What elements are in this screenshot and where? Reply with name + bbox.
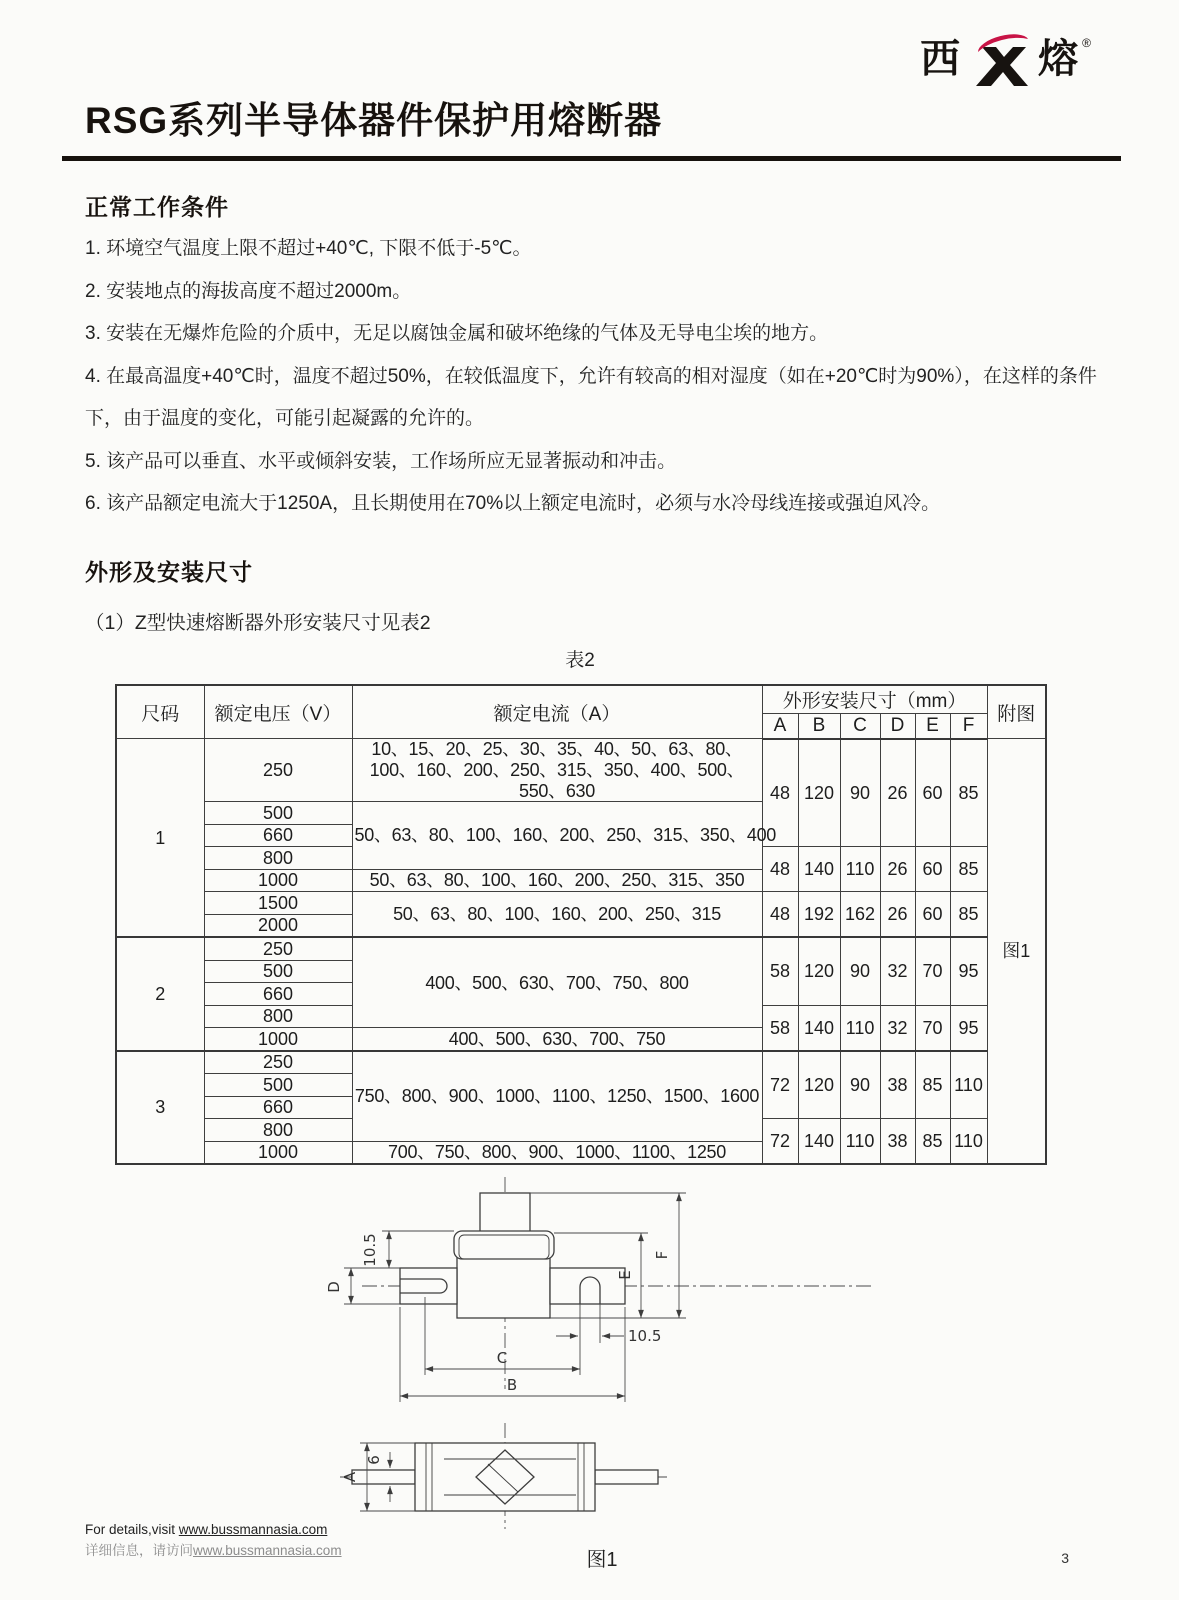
size-cell: 3 [116, 1051, 204, 1165]
voltage-cell: 500 [204, 1074, 352, 1097]
voltage-cell: 1000 [204, 1028, 352, 1051]
dim-cell: 90 [840, 937, 880, 1005]
dim-label-blade: 6 [365, 1455, 383, 1466]
dim-cell: 60 [915, 847, 950, 892]
voltage-cell: 800 [204, 1005, 352, 1028]
col-header-dims: 外形安装尺寸（mm） [762, 685, 987, 714]
dim-cell: 85 [950, 739, 987, 847]
dim-cell: 72 [762, 1051, 798, 1119]
dim-cell: 85 [950, 892, 987, 938]
footer-text-en: For details,visit [85, 1521, 179, 1537]
col-header-voltage: 额定电压（V） [204, 685, 352, 739]
footer-text-cn: 详细信息，请访问 [85, 1543, 193, 1559]
dim-letter: A [762, 713, 798, 739]
dim-cell: 38 [880, 1051, 915, 1119]
page-number: 3 [1061, 1550, 1069, 1566]
dim-cell: 140 [798, 1005, 840, 1051]
dim-cell: 95 [950, 1005, 987, 1051]
dim-cell: 85 [950, 847, 987, 892]
dim-cell: 162 [840, 892, 880, 938]
voltage-cell: 1000 [204, 1141, 352, 1164]
dim-letter: B [798, 713, 840, 739]
dim-cell: 26 [880, 847, 915, 892]
voltage-cell: 800 [204, 847, 352, 870]
table-row [116, 892, 1046, 915]
col-header-figure: 附图 [987, 685, 1046, 739]
page-content [0, 189, 1179, 1572]
dim-cell: 60 [915, 739, 950, 847]
table-reference-note: （1）Z型快速熔断器外形安装尺寸见表2 [85, 611, 431, 634]
dim-cell: 38 [880, 1119, 915, 1165]
page-footer [85, 1519, 342, 1562]
dim-cell: 26 [880, 892, 915, 938]
dim-cell: 48 [762, 739, 798, 847]
voltage-cell: 800 [204, 1119, 352, 1142]
dim-cell: 95 [950, 937, 987, 1005]
figure-ref-cell: 图1 [987, 739, 1046, 1165]
dim-cell: 32 [880, 1005, 915, 1051]
table-row [116, 739, 1046, 802]
dim-cell: 120 [798, 739, 840, 847]
current-cell: 50、63、80、100、160、200、250、315、350、400 [352, 802, 762, 870]
dim-cell: 110 [840, 847, 880, 892]
dim-label-d: D [325, 1281, 343, 1294]
dim-label-a: A [341, 1472, 359, 1483]
dim-cell: 110 [840, 1005, 880, 1051]
col-header-current: 额定电流（A） [352, 685, 762, 739]
table-row [116, 1051, 1046, 1074]
registered-mark: ® [1082, 36, 1091, 50]
voltage-cell: 660 [204, 1096, 352, 1119]
voltage-cell: 250 [204, 937, 352, 960]
dim-cell: 110 [950, 1119, 987, 1165]
dim-cell: 32 [880, 937, 915, 1005]
dim-cell: 48 [762, 847, 798, 892]
figure-1 [85, 1171, 1119, 1572]
dim-label-c: C [496, 1349, 508, 1368]
dim-cell: 58 [762, 1005, 798, 1051]
dim-cell: 26 [880, 739, 915, 847]
dim-cell: 85 [915, 1051, 950, 1119]
dim-label-f: F [653, 1251, 671, 1260]
dimensions-table [115, 684, 1047, 1166]
table-caption: 表2 [565, 649, 595, 671]
dim-cell: 192 [798, 892, 840, 938]
dim-cell: 90 [840, 1051, 880, 1119]
current-cell: 50、63、80、100、160、200、250、315 [352, 892, 762, 938]
current-cell: 400、500、630、700、750、800 [352, 937, 762, 1028]
voltage-cell: 660 [204, 983, 352, 1006]
footer-link-cn[interactable]: www.bussmannasia.com [193, 1543, 342, 1559]
conditions-list [85, 228, 1119, 526]
dim-cell: 110 [840, 1119, 880, 1165]
dim-cell: 120 [798, 1051, 840, 1119]
footer-link-en[interactable]: www.bussmannasia.com [178, 1521, 328, 1537]
voltage-cell: 1000 [204, 869, 352, 892]
dim-letter: C [840, 713, 880, 739]
voltage-cell: 1500 [204, 892, 352, 915]
condition-item: 3. 安装在无爆炸危险的介质中，无足以腐蚀金属和破坏绝缘的气体及无导电尘埃的地方。 [85, 323, 829, 345]
condition-item: 4. 在最高温度+40℃时，温度不超过50%，在较低温度下，允许有较高的相对湿度（如在+20℃时为90%），在这样的条件下，由于温度的变化，可能引起凝露的允许的。 [85, 365, 1097, 430]
logo-char-right: 熔 [1038, 37, 1079, 81]
current-cell: 10、15、20、25、30、35、40、50、63、80、100、160、200、250、315、350、400、500、550、630 [352, 739, 762, 802]
col-header-size: 尺码 [116, 685, 204, 739]
section-heading-conditions: 正常工作条件 [85, 194, 229, 220]
current-cell: 400、500、630、700、750 [352, 1028, 762, 1051]
size-cell: 1 [116, 739, 204, 938]
title-divider [62, 156, 1121, 161]
condition-item: 6. 该产品额定电流大于1250A，且长期使用在70%以上额定电流时，必须与水冷母线连接或强迫风冷。 [85, 493, 941, 515]
dim-cell: 120 [798, 937, 840, 1005]
table-row [116, 937, 1046, 960]
voltage-cell: 250 [204, 1051, 352, 1074]
page-title: RSG系列半导体器件保护用熔断器 [85, 100, 663, 141]
dim-label-slot-width: 10.5 [628, 1327, 662, 1346]
dim-cell: 140 [798, 1119, 840, 1165]
voltage-cell: 250 [204, 739, 352, 802]
dim-letter: F [950, 713, 987, 739]
dim-label-e: E [616, 1270, 634, 1281]
condition-item: 2. 安装地点的海拔高度不超过2000m。 [85, 280, 412, 302]
condition-item: 1. 环境空气温度上限不超过+40℃, 下限不低于-5℃。 [85, 238, 532, 259]
dim-cell: 110 [950, 1051, 987, 1119]
dim-cell: 48 [762, 892, 798, 938]
dim-cell: 85 [915, 1119, 950, 1165]
current-cell: 750、800、900、1000、1100、1250、1500、1600 [352, 1051, 762, 1142]
dim-cell: 72 [762, 1119, 798, 1165]
brand-logo [920, 30, 1089, 88]
xr-logo-mark-icon [962, 30, 1036, 88]
figure-caption: 图1 [586, 1549, 618, 1572]
logo-char-left: 西 [920, 37, 961, 81]
dim-letter: D [880, 713, 915, 739]
dim-cell: 140 [798, 847, 840, 892]
dim-cell: 70 [915, 937, 950, 1005]
section-heading-dimensions: 外形及安装尺寸 [85, 558, 253, 585]
voltage-cell: 660 [204, 824, 352, 847]
voltage-cell: 500 [204, 802, 352, 825]
dim-label-b: B [506, 1376, 518, 1395]
dim-cell: 90 [840, 739, 880, 847]
condition-item: 5. 该产品可以垂直、水平或倾斜安装，工作场所应无显著振动和冲击。 [85, 450, 677, 472]
size-cell: 2 [116, 937, 204, 1051]
voltage-cell: 500 [204, 960, 352, 983]
dim-label-cap-to-tab: 10.5 [361, 1233, 379, 1268]
dim-cell: 70 [915, 1005, 950, 1051]
dim-cell: 58 [762, 937, 798, 1005]
current-cell: 50、63、80、100、160、200、250、315、350 [352, 869, 762, 892]
dim-cell: 60 [915, 892, 950, 938]
fuse-dimension-drawing [322, 1171, 882, 1541]
current-cell: 700、750、800、900、1000、1100、1250 [352, 1141, 762, 1164]
table-header-row [116, 685, 1046, 714]
voltage-cell: 2000 [204, 914, 352, 937]
dim-letter: E [915, 713, 950, 739]
